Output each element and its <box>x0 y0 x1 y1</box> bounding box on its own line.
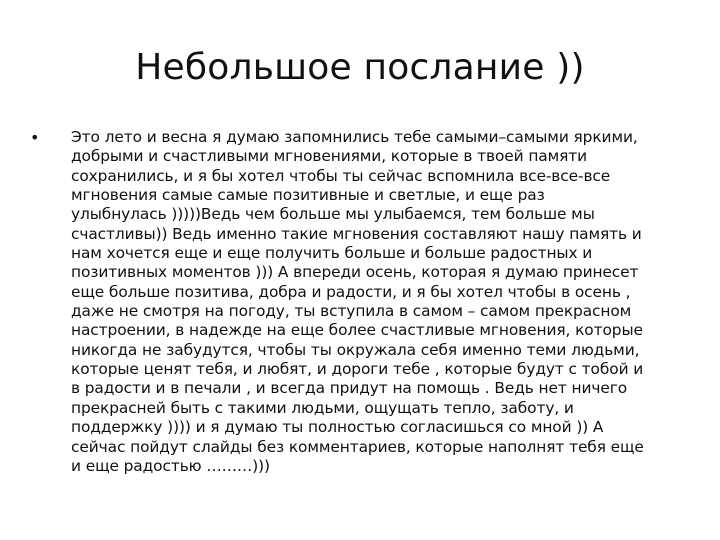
body-text-line: мгновения самые самые позитивные и светлые, и еще раз <box>71 186 545 205</box>
body-text-line: нам хочется еще и еще получить больше и больше радостных и <box>71 244 593 263</box>
body-text-line: еще больше позитива, добра и радости, и я бы хотел чтобы в осень , <box>71 282 631 301</box>
bullet-item <box>30 128 680 476</box>
body-text-line: позитивных моментов ))) А впереди осень, которая я думаю принесет <box>71 263 639 282</box>
body-text-line: никогда не забудутся, чтобы ты окружала себя именно теми людьми, <box>71 340 640 359</box>
body-text-line: даже не смотря на погоду, ты вступила в самом – самом прекрасном <box>71 302 632 321</box>
body-text-line: в радости и в печали , и всегда придут на помощь . Ведь нет ничего <box>71 379 628 398</box>
body-text-line: улыбнулась )))))Ведь чем больше мы улыбаемся, тем больше мы <box>71 205 595 224</box>
body-text-line: Это лето и весна я думаю запомнились тебе самыми–самыми яркими, <box>71 128 638 146</box>
slide-title: Небольшое послание )) <box>135 47 585 88</box>
body-text-line: сохранились, и я бы хотел чтобы ты сейчас вспомнила все-все-все <box>71 166 611 185</box>
bullet-icon: • <box>30 128 40 147</box>
body-text-line: прекрасней быть с такими людьми, ощущать тепло, заботу, и <box>71 398 574 417</box>
body-text-line: настроении, в надежде на еще более счастливые мгновения, которые <box>71 321 643 340</box>
slide-body <box>30 128 680 476</box>
body-text-line: которые ценят тебя, и любят, и дороги тебе , которые будут с тобой и <box>71 360 644 379</box>
body-text-line: счастливы)) Ведь именно такие мгновения составляют нашу память и <box>71 224 642 243</box>
body-text-line: поддержку )))) и я думаю ты полностью согласишься со мной )) А <box>71 418 604 437</box>
body-text-line: и еще радостью ………))) <box>71 456 270 475</box>
body-text-line: добрыми и счастливыми мгновениями, которые в твоей памяти <box>71 147 588 166</box>
body-text-line: сейчас пойдут слайды без комментариев, которые наполнят тебя еще <box>71 437 644 456</box>
